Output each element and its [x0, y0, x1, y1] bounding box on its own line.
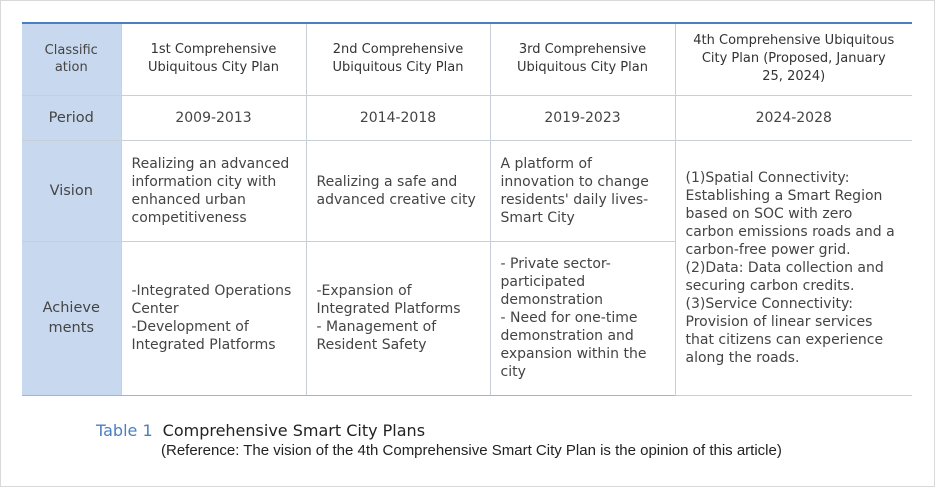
text-line: (3)Service Connectivity: — [685, 295, 853, 312]
header-1st-plan — [121, 23, 306, 95]
text-line: advanced creative city — [316, 191, 476, 208]
header-row — [22, 23, 912, 95]
vision-row — [22, 140, 912, 241]
text-line: participated — [500, 274, 586, 290]
text-line: based on SOC with zero — [685, 205, 853, 222]
period-row — [22, 95, 912, 140]
text-line: Realizing a safe and — [316, 173, 458, 190]
text-line: - Private sector- — [500, 256, 611, 272]
table-title: Comprehensive Smart City Plans — [162, 421, 426, 440]
text-line: ments — [48, 320, 94, 336]
text-line: (1)Spatial Connectivity: — [685, 169, 850, 186]
text-line: - Management of — [316, 319, 437, 335]
vision-3rd — [490, 140, 675, 241]
achievements-2nd — [306, 241, 490, 395]
header-4th-plan — [675, 23, 912, 95]
text-line: Realizing an advanced — [131, 155, 290, 172]
period-2nd: 2014-2018 — [306, 95, 490, 140]
text-line: -Integrated Operations — [131, 283, 292, 299]
table-reference-note: (Reference: The vision of the 4th Comprehensive Smart City Plan is the opinion of this article) — [161, 442, 782, 459]
text-line: Ubiquitous City Plan — [148, 60, 279, 76]
header-2nd-plan — [306, 23, 490, 95]
text-line: 1st Comprehensive — [150, 42, 277, 58]
text-line: Ubiquitous City Plan — [517, 60, 648, 76]
text-line: Provision of linear services — [685, 313, 873, 330]
table-number: Table 1 — [96, 421, 153, 440]
period-label: Period — [22, 95, 121, 140]
text-line: carbon emissions roads and a — [685, 223, 895, 240]
period-1st: 2009-2013 — [121, 95, 306, 140]
text-line: 3rd Comprehensive — [518, 42, 647, 58]
text-line: City Plan (Proposed, January — [701, 51, 886, 67]
text-line: Integrated Platforms — [131, 337, 276, 353]
text-line: A platform of — [500, 155, 592, 172]
text-line: securing carbon credits. — [685, 277, 855, 294]
table-caption — [96, 421, 425, 440]
achievements-1st — [121, 241, 306, 395]
achievements-3rd — [490, 241, 675, 395]
text-line: competitiveness — [131, 209, 247, 226]
text-line: -Expansion of — [316, 283, 412, 299]
text-line: Ubiquitous City Plan — [332, 60, 464, 76]
text-line: innovation to change — [500, 173, 649, 190]
text-line: demonstration — [500, 292, 604, 308]
header-classification — [22, 23, 121, 95]
text-line: Establishing a Smart Region — [685, 187, 883, 204]
text-line: information city with — [131, 173, 277, 190]
text-line: -Development of — [131, 319, 249, 335]
plan-4th-details — [675, 140, 912, 395]
text-line: Achieve — [42, 300, 100, 316]
vision-1st — [121, 140, 306, 241]
text-line: 25, 2024) — [762, 69, 826, 85]
header-3rd-plan — [490, 23, 675, 95]
text-line: Integrated Platforms — [316, 301, 461, 317]
period-3rd: 2019-2023 — [490, 95, 675, 140]
smart-city-plans-table — [22, 22, 912, 396]
text-line: enhanced urban — [131, 191, 246, 208]
text-line: expansion within the — [500, 346, 647, 362]
text-line: residents' daily lives- — [500, 191, 649, 208]
text-line: Smart City — [500, 209, 575, 226]
text-line: Classific — [44, 43, 98, 59]
vision-label: Vision — [22, 140, 121, 241]
text-line: carbon-free power grid. — [685, 241, 851, 258]
text-line: - Need for one-time — [500, 310, 638, 326]
period-4th: 2024-2028 — [675, 95, 912, 140]
text-line: Resident Safety — [316, 337, 427, 353]
text-line: that citizens can experience — [685, 331, 884, 348]
text-line: along the roads. — [685, 349, 800, 366]
text-line: 4th Comprehensive Ubiquitous — [693, 33, 895, 49]
text-line: (2)Data: Data collection and — [685, 259, 884, 276]
text-line: Center — [131, 301, 179, 317]
achievements-label — [22, 241, 121, 395]
vision-2nd — [306, 140, 490, 241]
text-line: 2nd Comprehensive — [332, 42, 464, 58]
text-line: ation — [54, 60, 88, 76]
text-line: city — [500, 364, 526, 380]
text-line: demonstration and — [500, 328, 634, 344]
